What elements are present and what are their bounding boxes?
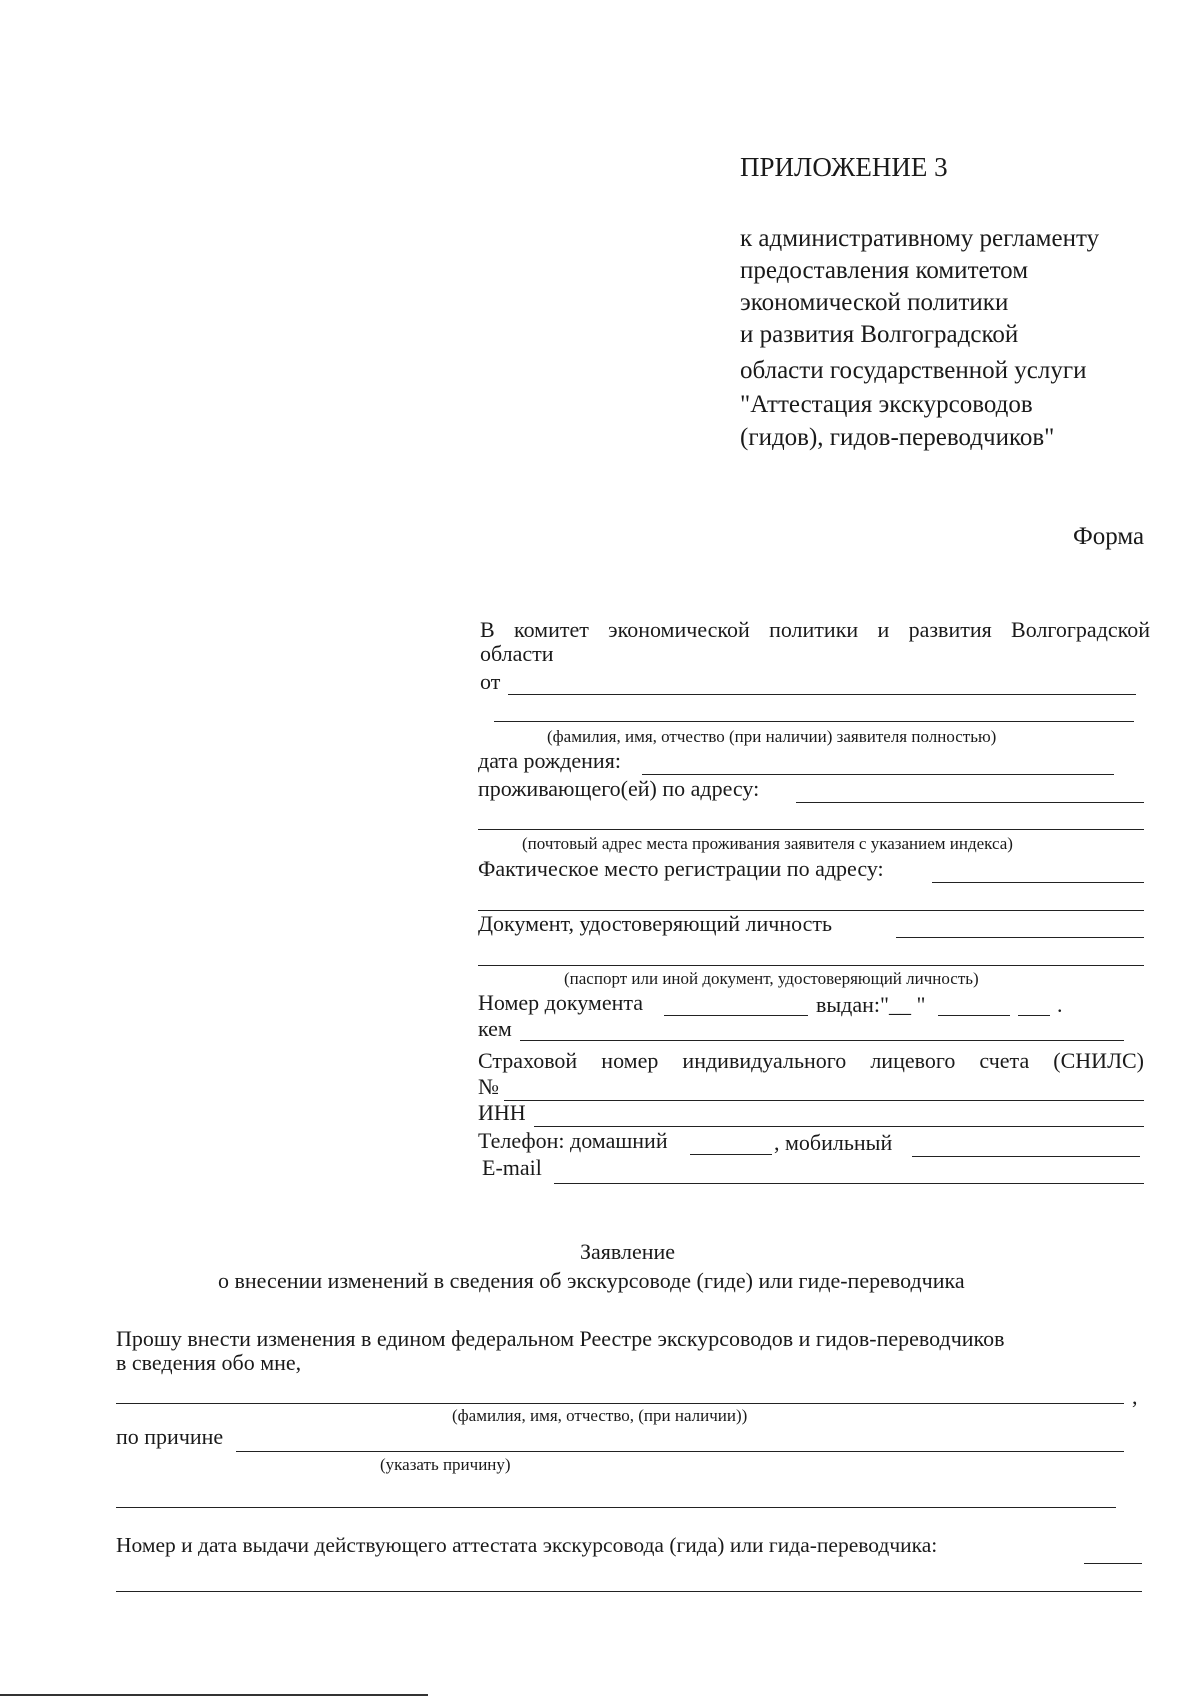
addressee-line-1: В комитет экономической политики и развития Волгоградской	[480, 617, 1150, 642]
issued-year-input-line[interactable]	[1018, 1015, 1050, 1016]
appendix-line-4: и развития Волгоградской	[740, 321, 1019, 348]
attestat-input-line[interactable]	[1084, 1563, 1142, 1564]
snils-input-line[interactable]	[504, 1100, 1144, 1101]
from-label: от	[480, 669, 501, 694]
request-line-1: Прошу внести изменения в едином федеральном Реестре экскурсоводов и гидов-переводчиков	[116, 1326, 1005, 1351]
fio-input-line[interactable]	[116, 1403, 1124, 1404]
inn-input-line[interactable]	[534, 1126, 1144, 1127]
id-document-label: Документ, удостоверяющий личность	[478, 911, 833, 936]
statement-title: Заявление	[580, 1239, 676, 1264]
birth-date-input-line[interactable]	[642, 774, 1114, 775]
registration-input-line[interactable]	[932, 882, 1144, 883]
id-document-input-line[interactable]	[896, 937, 1144, 938]
document-number-input-line[interactable]	[664, 1015, 808, 1016]
reason-input-line-2[interactable]	[116, 1507, 1116, 1508]
birth-date-label: дата рождения:	[478, 748, 621, 773]
attestat-input-line-2[interactable]	[116, 1591, 1142, 1592]
phone-home-label: Телефон: домашний	[478, 1128, 668, 1153]
issued-date-dot: .	[1057, 992, 1063, 1017]
appendix-title: ПРИЛОЖЕНИЕ 3	[740, 152, 948, 182]
snils-number-sign: №	[478, 1074, 499, 1099]
id-document-hint: (паспорт или иной документ, удостоверяющий личность)	[564, 969, 979, 988]
email-label: E-mail	[482, 1155, 542, 1180]
snils-label: Страховой номер индивидуального лицевого счета (СНИЛС)	[478, 1048, 1144, 1073]
phone-mobile-input-line[interactable]	[912, 1156, 1140, 1157]
reason-input-line[interactable]	[236, 1451, 1124, 1452]
name-hint: (фамилия, имя, отчество (при наличии) заявителя полностью)	[547, 727, 997, 746]
form-label: Форма	[1073, 523, 1145, 550]
residence-label: проживающего(ей) по адресу:	[478, 776, 760, 801]
attestat-label: Номер и дата выдачи действующего аттестата экскурсовода (гида) или гида-переводчика:	[116, 1533, 938, 1557]
appendix-line-5: области государственной услуги	[740, 357, 1087, 384]
phone-mobile-label: , мобильный	[774, 1130, 893, 1155]
email-input-line[interactable]	[554, 1183, 1144, 1184]
issued-by-input-line[interactable]	[520, 1040, 1124, 1041]
appendix-line-3: экономической политики	[740, 289, 1009, 316]
registration-label: Фактическое место регистрации по адресу:	[478, 856, 884, 881]
id-document-input-line-2[interactable]	[478, 965, 1144, 966]
reason-label: по причине	[116, 1424, 224, 1449]
statement-subtitle: о внесении изменений в сведения об экскурсоводе (гиде) или гиде-переводчика	[218, 1268, 965, 1293]
fio-comma: ,	[1132, 1384, 1138, 1409]
residence-input-line-2[interactable]	[478, 829, 1144, 830]
issued-month-input-line[interactable]	[938, 1015, 1010, 1016]
appendix-line-7: (гидов), гидов-переводчиков"	[740, 424, 1055, 451]
appendix-line-1: к административному регламенту	[740, 225, 1100, 252]
appendix-line-2: предоставления комитетом	[740, 257, 1029, 284]
from-input-line[interactable]	[508, 694, 1136, 695]
scan-edge-line	[0, 1694, 428, 1696]
document-number-label: Номер документа	[478, 990, 644, 1015]
request-line-2: в сведения обо мне,	[116, 1350, 302, 1375]
appendix-line-6: "Аттестация экскурсоводов	[740, 391, 1033, 418]
reason-hint: (указать причину)	[380, 1455, 511, 1474]
residence-input-line[interactable]	[796, 802, 1144, 803]
address-hint: (почтовый адрес места проживания заявителя с указанием индекса)	[522, 834, 1013, 853]
issued-by-label: кем	[478, 1016, 512, 1041]
from-input-line-2[interactable]	[494, 721, 1134, 722]
fio-hint: (фамилия, имя, отчество, (при наличии))	[452, 1406, 748, 1425]
phone-home-input-line[interactable]	[690, 1154, 772, 1155]
addressee-line-2: области	[480, 641, 554, 666]
inn-label: ИНН	[478, 1100, 526, 1125]
issued-date-label: выдан:"__ "	[816, 992, 926, 1017]
